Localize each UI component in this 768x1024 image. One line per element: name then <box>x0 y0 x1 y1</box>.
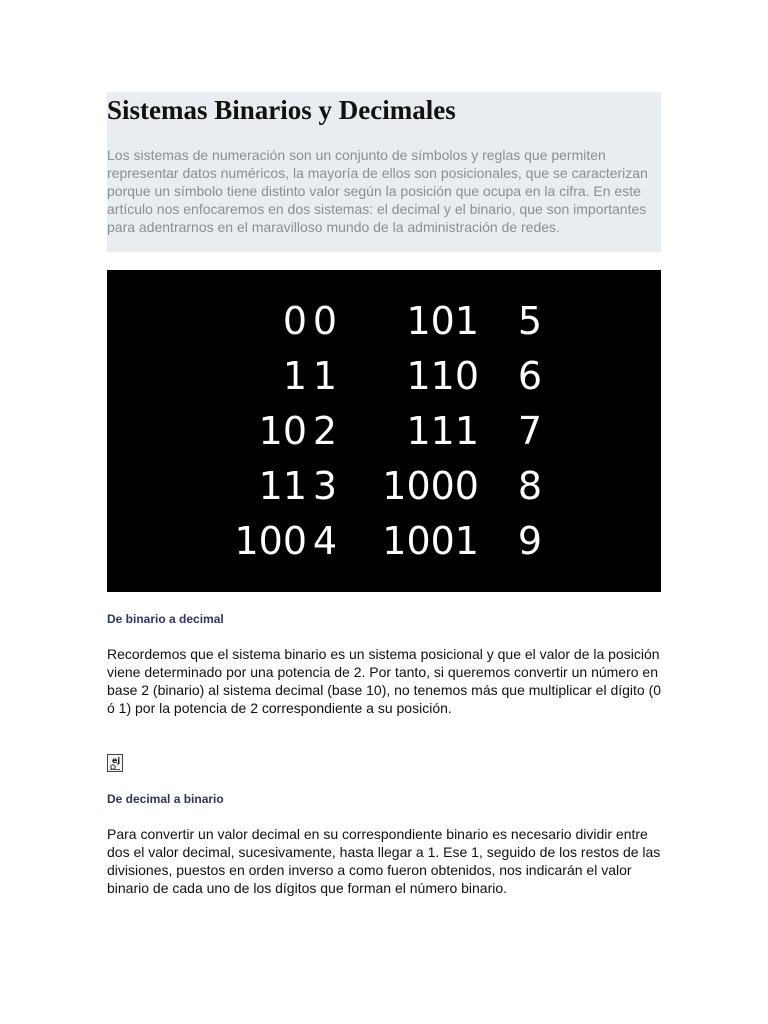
table-binary-value: 1 <box>282 354 307 398</box>
table-binary-value: 0 <box>282 299 307 343</box>
table-decimal-value: 2 <box>312 409 337 453</box>
table-decimal-value: 8 <box>517 464 542 508</box>
table-binary-value: 11 <box>258 464 307 508</box>
table-binary-value: 10 <box>258 409 307 453</box>
icon-label: ej <box>112 756 121 765</box>
section-body-binary-to-decimal: Recordemos que el sistema binario es un sistema posicional y que el valor de la posición viene determinado por una potencia de 2. Por tanto, si queremos convertir un número en base 2 (binario) al sistema decimal (base 10), no tenemos más que multiplicar el dígito (0 ó 1) por la potencia de 2 correspondiente a su posición. <box>107 646 662 716</box>
table-binary-value: 101 <box>406 299 479 343</box>
table-decimal-value: 6 <box>517 354 542 398</box>
table-binary-value: 111 <box>406 409 479 453</box>
intro-paragraph: Los sistemas de numeración son un conjunto de símbolos y reglas que permiten representar datos numéricos, la mayoría de ellos son posicionales, que se caracterizan porque un símbolo tiene distinto valor según la posición que ocupa en la cifra. En este artículo nos enfocaremos en dos sistemas: el decimal y el binario, que son importantes para adentrarnos en el maravilloso mundo de la administración de redes. <box>107 147 648 235</box>
table-binary-value: 1001 <box>382 519 479 563</box>
table-binary-value: 1000 <box>382 464 479 508</box>
table-decimal-value: 9 <box>517 519 542 563</box>
table-decimal-value: 3 <box>312 464 337 508</box>
section-heading-binary-to-decimal: De binario a decimal <box>107 612 224 626</box>
table-decimal-value: 5 <box>517 299 542 343</box>
table-binary-value: 110 <box>406 354 479 398</box>
table-decimal-value: 4 <box>312 519 337 563</box>
page-title: Sistemas Binarios y Decimales <box>107 95 456 125</box>
table-binary-value: 100 <box>234 519 307 563</box>
binary-decimal-table <box>107 270 661 592</box>
section-body-decimal-to-binary: Para convertir un valor decimal en su correspondiente binario es necesario dividir entre dos el valor decimal, sucesivamente, hasta llegar a 1. Ese 1, seguido de los restos de las divisiones, puestos en orden inverso a como fueron obtenidos, nos indicarán el valor binario de cada uno de los dígitos que forman el número binario. <box>107 826 661 896</box>
table-decimal-value: 0 <box>312 299 337 343</box>
section-heading-decimal-to-binary: De decimal a binario <box>107 792 224 806</box>
table-decimal-value: 1 <box>312 354 337 398</box>
table-decimal-value: 7 <box>517 409 542 453</box>
embedded-document-icon[interactable] <box>107 754 123 772</box>
